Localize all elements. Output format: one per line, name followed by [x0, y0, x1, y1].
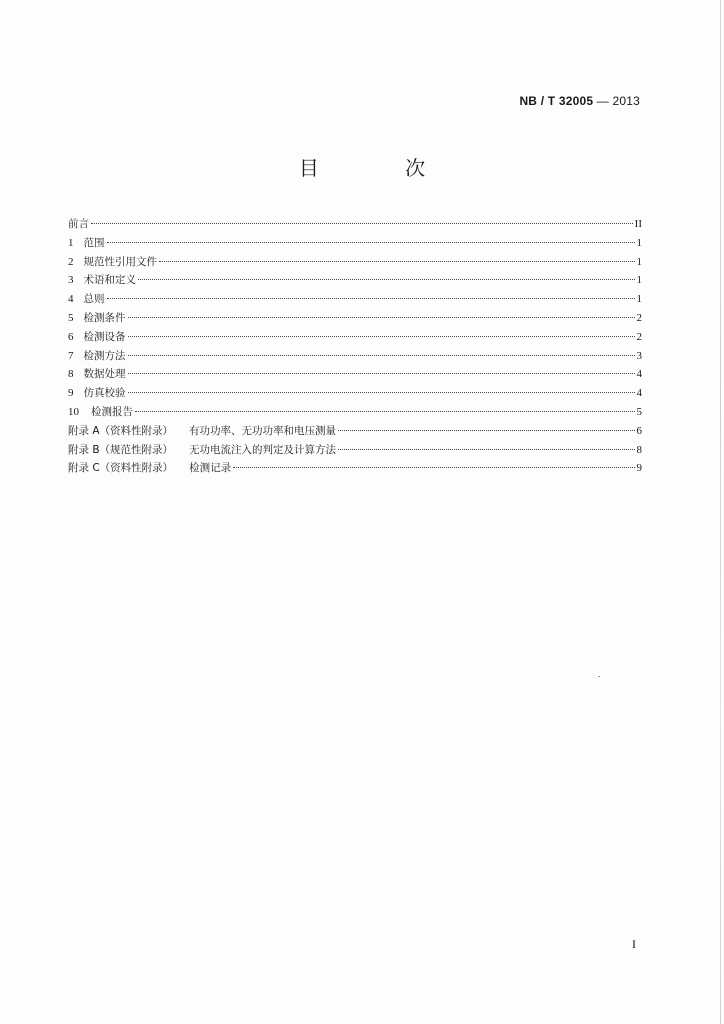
- toc-entry-9[interactable]: [68, 384, 642, 403]
- toc-entry-page: 2: [636, 311, 642, 324]
- page-title: 目 次: [298, 156, 466, 180]
- toc-entry-number: 6: [68, 330, 74, 343]
- toc-entry-page: 1: [636, 255, 642, 268]
- toc-entry-number: 1: [68, 236, 74, 249]
- leader-dots: [233, 467, 634, 468]
- appendix-title: 无功电流注入的判定及计算方法: [189, 443, 337, 456]
- toc-entry-number: 5: [68, 311, 74, 324]
- leader-dots: [128, 392, 635, 393]
- toc-entry-number: 7: [68, 349, 74, 362]
- toc-entry-number: 9: [68, 387, 74, 400]
- toc-entry-label: 仿真校验: [83, 387, 126, 400]
- toc-entry-page: 9: [636, 462, 642, 475]
- table-of-contents: [68, 215, 642, 478]
- toc-entry-page: 6: [636, 424, 642, 437]
- toc-entry-page: 1: [636, 236, 642, 249]
- toc-entry-page: 2: [636, 330, 642, 343]
- toc-entry-page: 5: [636, 405, 642, 418]
- toc-entry-label: 检测报告: [91, 405, 133, 418]
- toc-entry-label: 检测方法: [83, 349, 126, 362]
- scan-speck: [598, 676, 600, 677]
- standard-code: NB / T 32005: [519, 94, 594, 108]
- leader-dots: [338, 449, 634, 450]
- toc-entry-number: 8: [68, 368, 74, 381]
- toc-entry-6[interactable]: [68, 328, 642, 347]
- appendix-title: 有功功率、无功功率和电压测量: [189, 424, 337, 437]
- appendix-label: 附录 A（资料性附录）: [68, 424, 174, 437]
- toc-entry-2[interactable]: [68, 253, 642, 272]
- toc-entry-number: 10: [68, 405, 79, 418]
- leader-dots: [128, 355, 635, 356]
- toc-entry-label: 检测设备: [83, 330, 126, 343]
- toc-entry-label: 规范性引用文件: [83, 255, 157, 268]
- toc-entry-page: 1: [636, 274, 642, 287]
- toc-entry-label: 术语和定义: [83, 274, 136, 287]
- appendix-label: 附录 B（规范性附录）: [68, 443, 174, 456]
- leader-dots: [338, 430, 634, 431]
- toc-entry-page: II: [634, 218, 642, 230]
- toc-entry-8[interactable]: [68, 365, 642, 384]
- leader-dots: [135, 411, 635, 412]
- toc-entry-number: 4: [68, 293, 74, 306]
- leader-dots: [128, 317, 635, 318]
- toc-entry-page: 1: [636, 293, 642, 306]
- toc-entry-appendix-a[interactable]: [68, 422, 642, 441]
- toc-entry-number: 3: [68, 274, 74, 287]
- leader-dots: [107, 242, 635, 243]
- toc-entry-5[interactable]: [68, 309, 642, 328]
- toc-entry-label: 数据处理: [83, 368, 126, 381]
- standard-number: [519, 94, 640, 108]
- leader-dots: [91, 223, 633, 224]
- toc-entry-label: 范围: [83, 236, 105, 249]
- appendix-title: 检测记录: [189, 462, 232, 475]
- toc-entry-page: 4: [636, 387, 642, 400]
- appendix-label: 附录 C（资料性附录）: [68, 462, 174, 475]
- toc-entry-page: 3: [636, 349, 642, 362]
- toc-entry-label: 检测条件: [83, 311, 126, 324]
- toc-entry-10[interactable]: [68, 403, 642, 422]
- toc-entry-page: 4: [636, 368, 642, 381]
- leader-dots: [107, 298, 635, 299]
- toc-entry-label: 前言: [68, 218, 89, 230]
- toc-entry-number: 2: [68, 255, 74, 268]
- standard-year: — 2013: [596, 94, 640, 108]
- toc-entry-appendix-c[interactable]: [68, 459, 642, 478]
- toc-entry-3[interactable]: [68, 271, 642, 290]
- leader-dots: [159, 261, 635, 262]
- toc-entry-7[interactable]: [68, 347, 642, 366]
- toc-entry-label: 总则: [83, 293, 105, 306]
- toc-entry-foreword[interactable]: [68, 215, 642, 234]
- toc-entry-4[interactable]: [68, 290, 642, 309]
- leader-dots: [128, 373, 635, 374]
- toc-entry-1[interactable]: [68, 234, 642, 253]
- toc-entry-appendix-b[interactable]: [68, 441, 642, 460]
- leader-dots: [128, 336, 635, 337]
- page-number: I: [632, 937, 636, 951]
- leader-dots: [138, 279, 635, 280]
- toc-entry-page: 8: [636, 443, 642, 456]
